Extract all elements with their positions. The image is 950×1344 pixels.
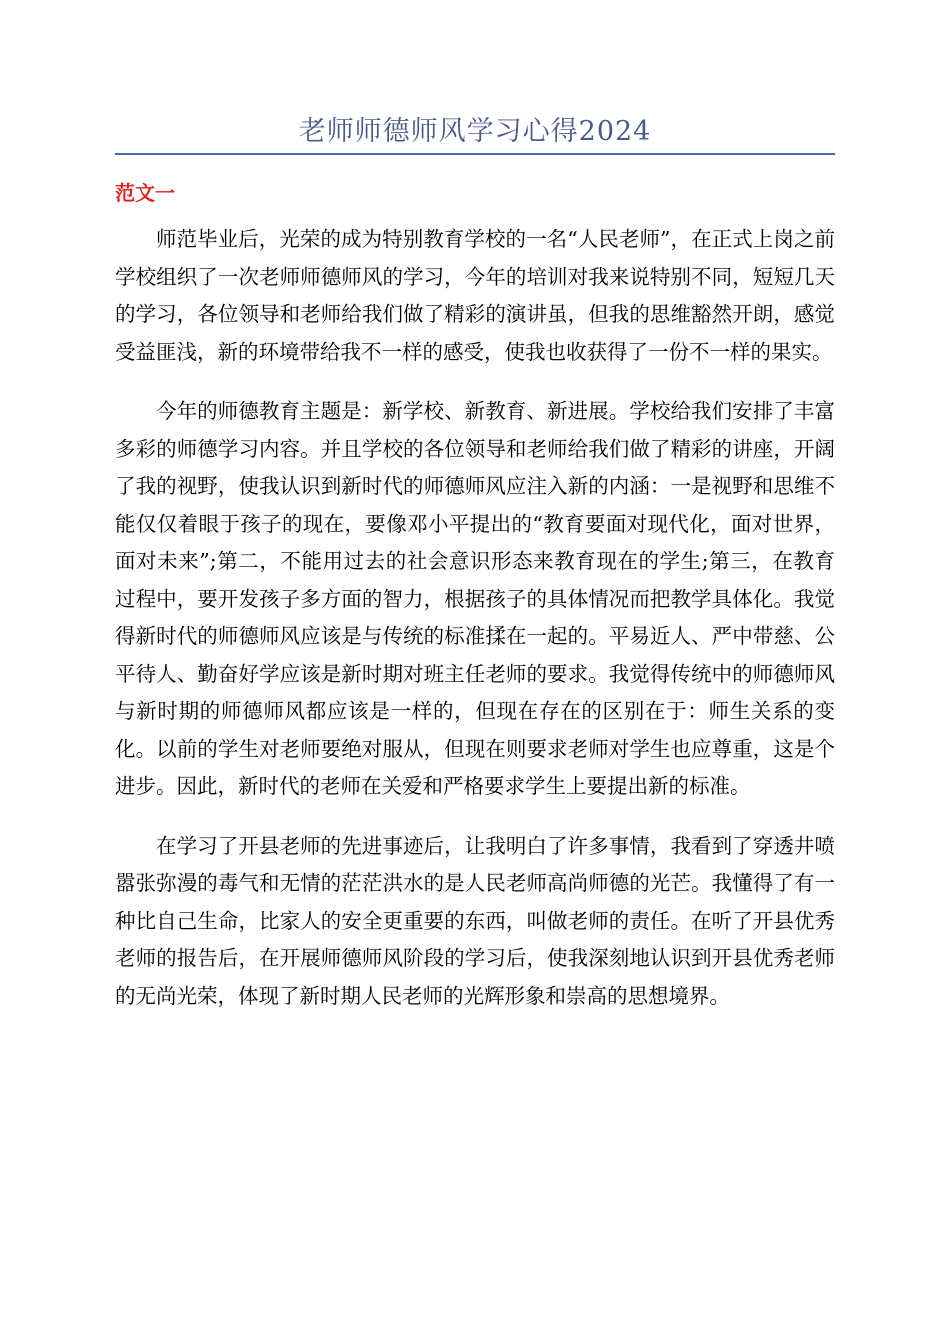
paragraph-3: 在学习了开县老师的先进事迹后，让我明白了许多事情，我看到了穿透井喷嚣张弥漫的毒气和无情的茫茫洪水的是人民老师高尚师德的光芒。我懂得了有一种比自己生命，比家人的安全更重要的东西，叫做老师的责任。在听了开县优秀老师的报告后，在开展师德师风阶段的学习后，使我深刻地认识到开县优秀老师的无尚光荣，体现了新时期人民老师的光辉形象和崇高的思想境界。 <box>115 833 835 1008</box>
paragraph-2: 今年的师德教育主题是：新学校、新教育、新进展。学校给我们安排了丰富多彩的师德学习内容。并且学校的各位领导和老师给我们做了精彩的讲座，开阔了我的视野，使我认识到新时代的师德师风应注入新的内涵：一是视野和思维不能仅仅着眼于孩子的现在，要像邓小平提出的“教育要面对现代化，面对世界，面对未来”;第二，不能用过去的社会意识形态来教育现在的学生;第三，在教育过程中，要开发孩子多方面的智力，根据孩子的具体情况而把教学具体化。我觉得新时代的师德师风应该是与传统的标准揉在一起的。平易近人、严中带慈、公平待人、勤奋好学应该是新时期对班主任老师的要求。我觉得传统中的师德师风与新时期的师德师风都应该是一样的，但现在存在的区别在于：师生关系的变化。以前的学生对老师要绝对服从，但现在则要求老师对学生也应尊重，这是个进步。因此，新时代的老师在关爱和严格要求学生上要提出新的标准。 <box>115 399 835 798</box>
paragraph-1: 师范毕业后，光荣的成为特别教育学校的一名“人民老师”，在正式上岗之前学校组织了一次老师师德师风的学习，今年的培训对我来说特别不同，短短几天的学习，各位领导和老师给我们做了精彩的演讲虽，但我的思维豁然开朗，感觉受益匪浅，新的环境带给我不一样的感受，使我也收获得了一份不一样的果实。 <box>115 227 835 364</box>
section-heading: 范文一 <box>115 181 175 205</box>
title-underline <box>115 153 835 155</box>
document-title: 老师师德师风学习心得2024 <box>298 116 652 147</box>
document-body <box>115 221 835 1037</box>
